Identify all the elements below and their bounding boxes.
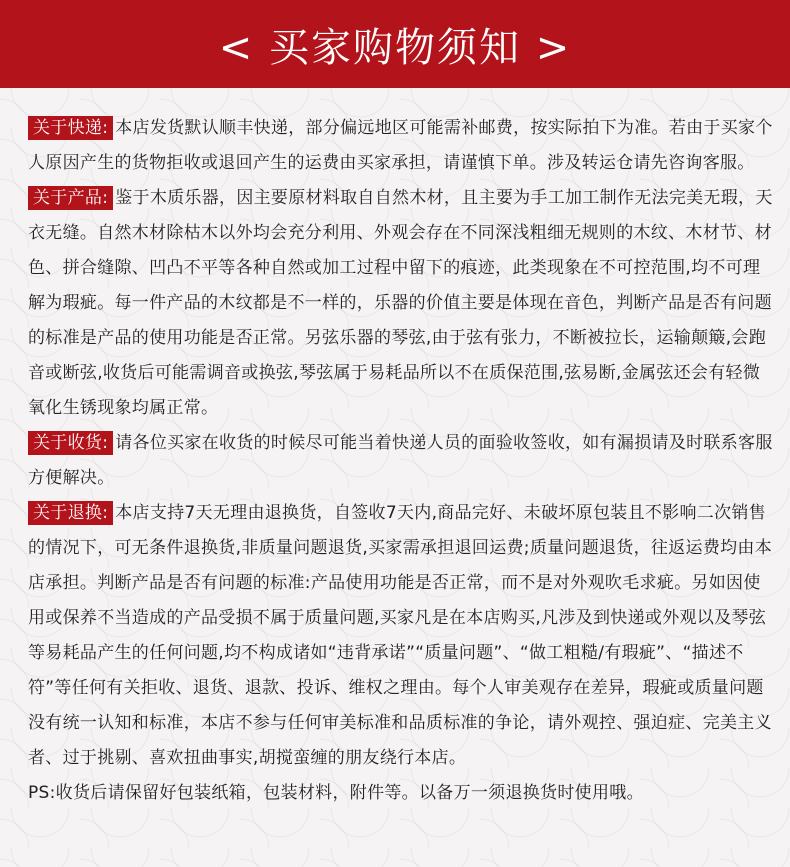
section-receiving: [28, 426, 776, 496]
section-returns: [28, 496, 776, 776]
section-text: 鉴于木质乐器，因主要原材料取自自然木材，且主要为手工加工制作无法完美无瑕，天衣无缝。自然木材除枯木以外均会充分利用、外观会存在不同深浅粗细无规则的木纹、木材节、材色、拼合缝隙、凹凸不平等各种自然或加工过程中留下的痕迹，此类现象在不可控范围,均不可理解为瑕疵。每一件产品的木纹都是不一样的，乐器的价值主要是体现在音色，判断产品是否有问题的标准是产品的使用功能是否正常。另弦乐器的琴弦,由于弦有张力，不断被拉长，运输颠簸,会跑音或断弦,收货后可能需调音或换弦,琴弦属于易耗品所以不在质保范围,弦易断,金属弦还会有轻微氧化生锈现象均属正常。: [28, 188, 773, 418]
ps-note: PS:收货后请保留好包装纸箱，包装材料，附件等。以备万一须退换货时使用哦。: [28, 783, 644, 803]
section-shipping: [28, 111, 776, 181]
notice-content: [28, 111, 776, 811]
section-product: [28, 181, 776, 426]
section-tag: 关于收货:: [28, 431, 113, 455]
section-text: 请各位买家在收货的时候尽可能当着快递人员的面验收签收，如有漏损请及时联系客服方便解决。: [28, 433, 773, 488]
header-banner: [0, 0, 790, 88]
section-tag: 关于快递:: [28, 116, 113, 140]
section-tag: 关于产品:: [28, 186, 113, 210]
section-text: 本店发货默认顺丰快递，部分偏远地区可能需补邮费，按实际拍下为准。若由于买家个人原因产生的货物拒收或退回产生的运费由买家承担，请谨慎下单。涉及转运仓请先咨询客服。: [28, 118, 773, 173]
page-title: < 买家购物须知 >: [218, 24, 572, 71]
section-tag: 关于退换:: [28, 501, 113, 525]
section-text: 本店支持7天无理由退换货，自签收7天内,商品完好、未破坏原包装且不影响二次销售的情况下，可无条件退换货,非质量问题退货,买家需承担退回运费;质量问题退货，往返运费均由本店承担。判断产品是否有问题的标准:产品使用功能是否正常，而不是对外观吹毛求疵。另如因使用或保养不当造成的产品受损不属于质量问题,买家凡是在本店购买,凡涉及到快递或外观以及琴弦等易耗品产生的任何问题,均不构成诸如“违背承诺”“质量问题”、“做工粗糙/有瑕疵”、“描述不符”等任何有关拒收、退货、退款、投诉、维权之理由。每个人审美观存在差异，瑕疵或质量问题没有统一认知和标准，本店不参与任何审美标准和品质标准的争论，请外观控、强迫症、完美主义者、过于挑剔、喜欢扭曲事实,胡搅蛮缠的朋友绕行本店。: [28, 503, 773, 768]
